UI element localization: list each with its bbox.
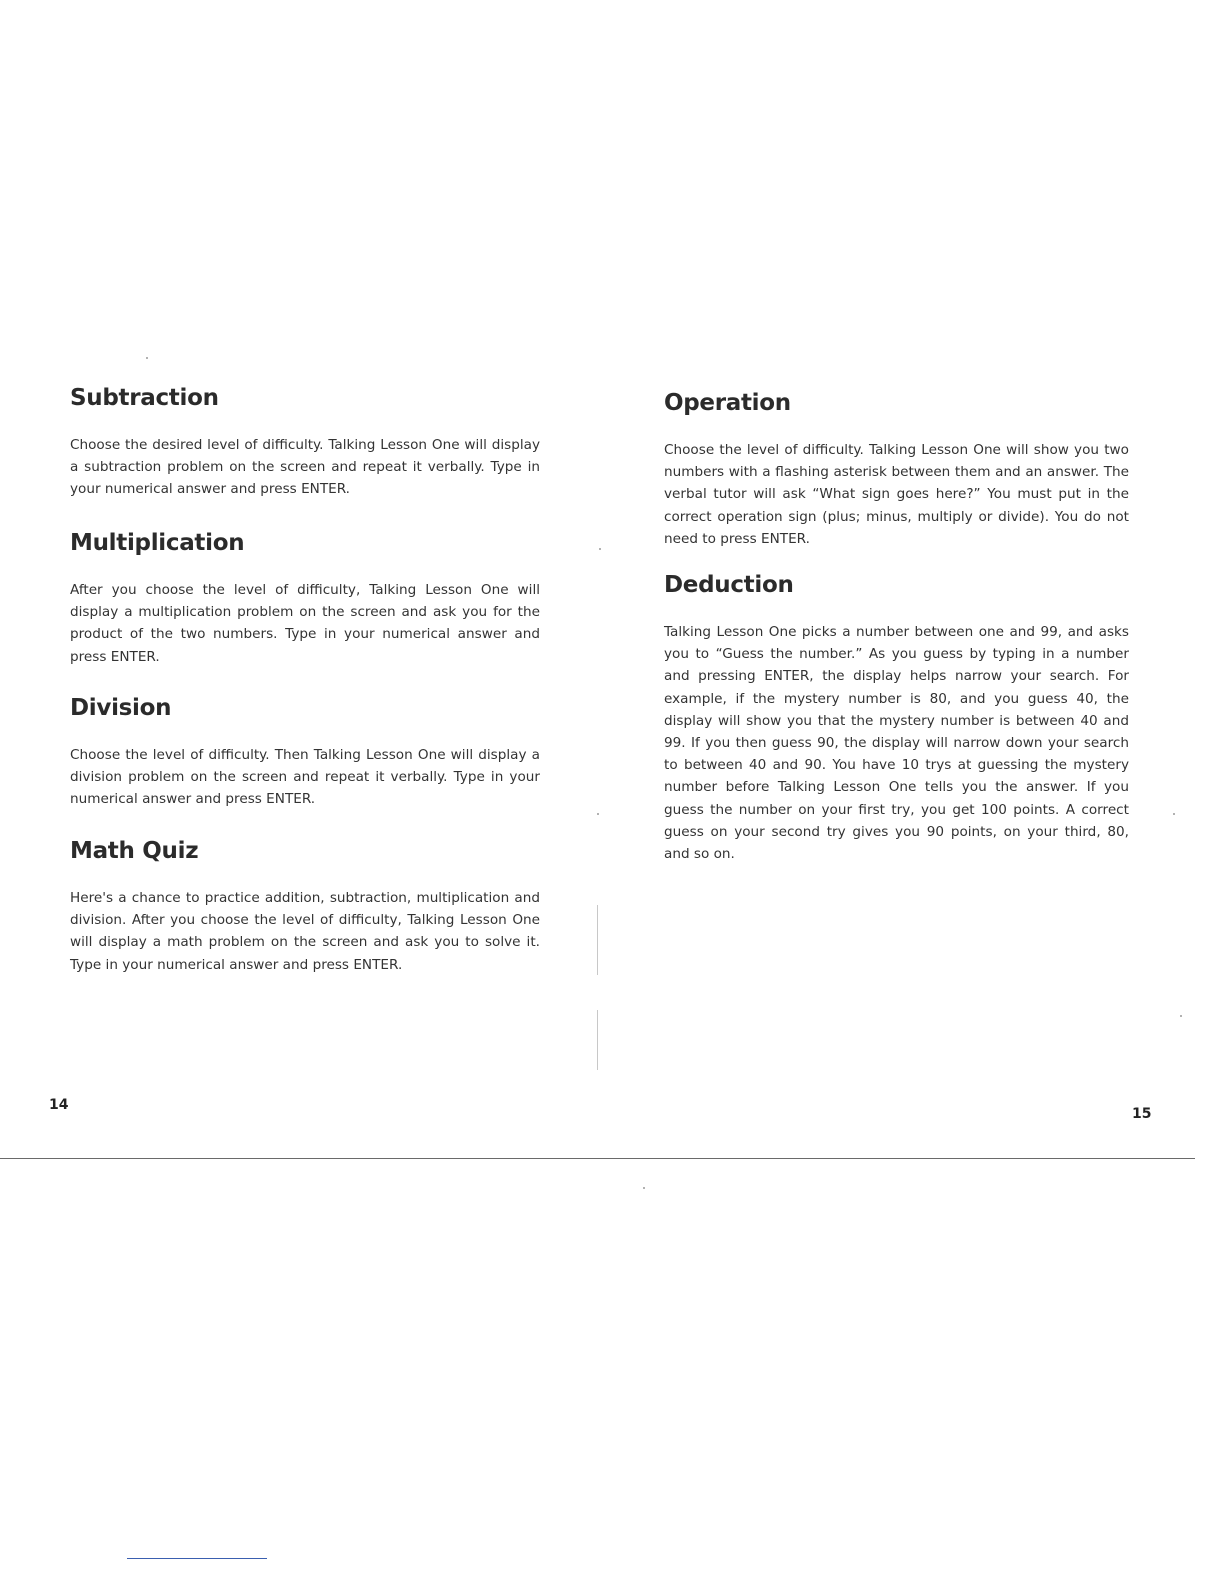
section-subtraction — [70, 385, 540, 501]
scan-speck — [1173, 813, 1175, 815]
section-heading: Subtraction — [70, 385, 219, 411]
underline-mark — [127, 1558, 267, 1559]
section-body: Talking Lesson One picks a number between one and 99, and asks you to “Guess the number.” As you guess by typing in a number and pressing ENTER, the display helps narrow your search. For example, if the mystery number is 80, and you guess 40, the display will show you that the mystery number is between 40 and 99. If you then guess 90, the display will narrow down your search to between 40 and 90. You have 10 trys at guessing the mystery number before Talking Lesson One tells you the answer. If you guess the number on your first try, you get 100 points. A correct guess on your second try gives you 90 points, on your third, 80, and so on. — [664, 624, 1129, 863]
scan-speck — [597, 813, 599, 815]
section-body: Here's a chance to practice addition, subtraction, multiplication and division. After you choose the level of difficulty, Talking Lesson One will display a math problem on the screen and ask you to solve it. Type in your numerical answer and press ENTER. — [70, 890, 540, 973]
page-number-left: 14 — [49, 1097, 69, 1113]
section-operation — [664, 390, 1129, 550]
scan-speck — [599, 548, 601, 550]
fold-line — [0, 1158, 1195, 1159]
section-body: Choose the level of difficulty. Then Talking Lesson One will display a division problem on the screen and repeat it verbally. Type in your numerical answer and press ENTER. — [70, 747, 540, 808]
section-multiplication — [70, 530, 540, 668]
section-heading: Division — [70, 695, 172, 721]
section-body: After you choose the level of difficulty, Talking Lesson One will display a multiplication problem on the screen and ask you for the product of the two numbers. Type in your numerical answer and press ENTER. — [70, 582, 540, 665]
section-heading: Math Quiz — [70, 838, 199, 864]
scan-speck — [1180, 1015, 1182, 1017]
page-number-right: 15 — [1132, 1106, 1152, 1122]
section-division — [70, 695, 540, 811]
spine-mark — [597, 905, 598, 975]
section-heading: Multiplication — [70, 530, 245, 556]
section-body: Choose the level of difficulty. Talking Lesson One will show you two numbers with a flashing asterisk between them and an answer. The verbal tutor will ask “What sign goes here?” You must put in the correct operation sign (plus; minus, multiply or divide). You do not need to press ENTER. — [664, 442, 1129, 547]
scan-speck — [643, 1187, 645, 1189]
section-math-quiz — [70, 838, 540, 976]
scan-speck — [146, 357, 148, 359]
section-heading: Deduction — [664, 572, 794, 598]
section-body: Choose the desired level of difficulty. Talking Lesson One will display a subtraction problem on the screen and repeat it verbally. Type in your numerical answer and press ENTER. — [70, 437, 540, 498]
spine-mark — [597, 1010, 598, 1070]
section-deduction — [664, 572, 1129, 865]
section-heading: Operation — [664, 390, 791, 416]
